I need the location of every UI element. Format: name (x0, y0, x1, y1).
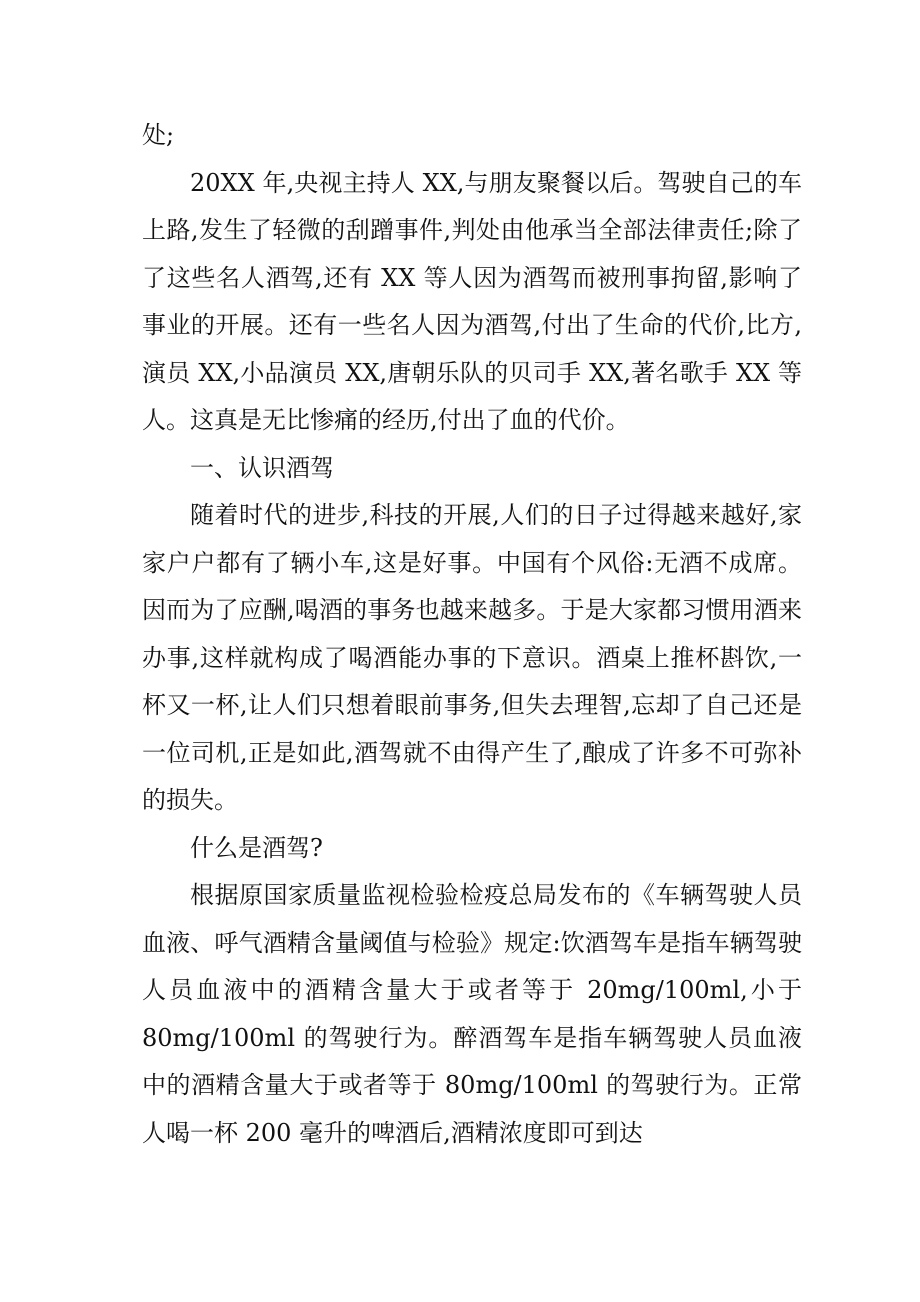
paragraph-definition: 根据原国家质量监视检验检疫总局发布的《车辆驾驶人员血液、呼气酒精含量阈值与检验》规定:饮酒驾车是指车辆驾驶人员血液中的酒精含量大于或者等于 20mg/100ml,小于 80mg/100ml 的驾驶行为。醉酒驾车是指车辆驾驶人员血液中的酒精含量大于或者等于 80mg/100ml 的驾驶行为。正常人喝一杯 200 毫升的啤酒后,酒精浓度即可到达 (142, 881, 802, 1147)
paragraph-continuation: 处; (142, 121, 175, 149)
paragraph-celebrity-drunk-driving: 20XX 年,央视主持人 XX,与朋友聚餐以后。驾驶自己的车上路,发生了轻微的刮蹭事件,判处由他承当全部法律责任;除了了这些名人酒驾,还有 XX 等人因为酒驾而被刑事拘留,影响了事业的开展。还有一些名人因为酒驾,付出了生命的代价,比方,演员 XX,小品演员 XX,唐朝乐队的贝司手 XX,著名歌手 XX 等人。这真是无比惨痛的经历,付出了血的代价。 (142, 168, 802, 434)
section-heading-what-is-drunk-driving: 什么是酒驾? (190, 833, 323, 862)
paragraph-drinking-culture: 随着时代的进步,科技的开展,人们的日子过得越来越好,家家户户都有了辆小车,这是好事。中国有个风俗:无酒不成席。因而为了应酬,喝酒的事务也越来越多。于是大家都习惯用酒来办事,这样就构成了喝酒能办事的下意识。酒桌上推杯斟饮,一杯又一杯,让人们只想着眼前事务,但失去理智,忘却了自己还是一位司机,正是如此,酒驾就不由得产生了,酿成了许多不可弥补的损失。 (142, 501, 802, 814)
document-body (142, 112, 802, 1157)
section-heading-understand-drunk-driving: 一、认识酒驾 (190, 453, 334, 482)
